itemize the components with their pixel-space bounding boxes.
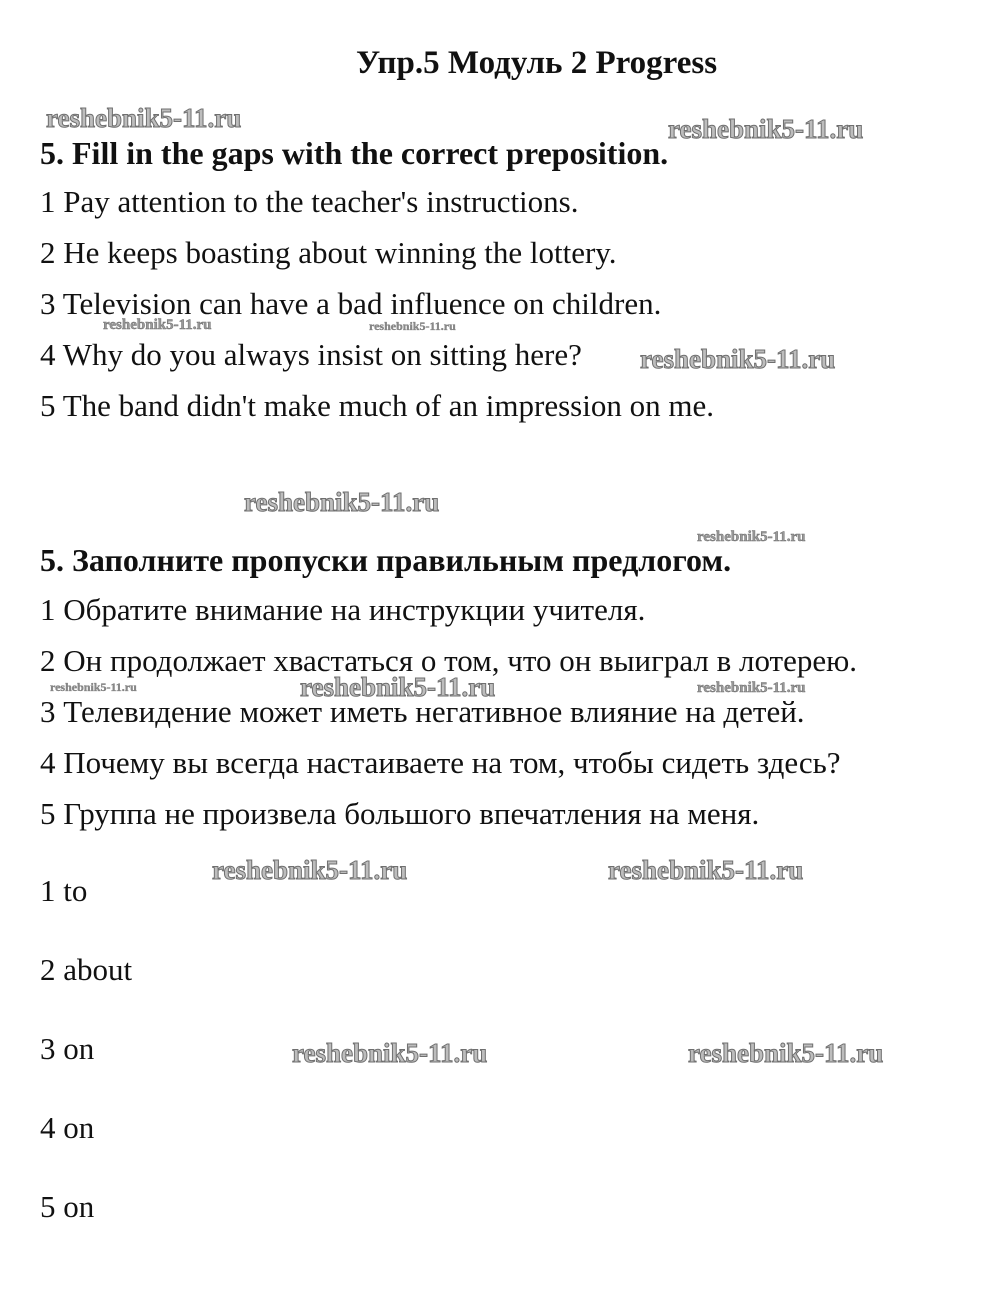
watermark: reshebnik5-11.ru (369, 319, 456, 333)
watermark: reshebnik5-11.ru (50, 680, 137, 694)
page-title: Упр.5 Модуль 2 Progress (356, 45, 718, 81)
answer-item: 5 on (40, 1189, 95, 1224)
watermark: reshebnik5-11.ru (103, 317, 212, 333)
watermark: reshebnik5-11.ru (697, 680, 806, 696)
russian-sentence: 1 Обратите внимание на инструкции учителя. (40, 592, 646, 627)
watermark: reshebnik5-11.ru (697, 529, 806, 545)
english-sentence: 4 Why do you always insist on sitting here? (40, 337, 582, 372)
english-sentence: 5 The band didn't make much of an impression on me. (40, 388, 714, 423)
russian-heading: 5. Заполните пропуски правильным предлогом. (40, 542, 732, 578)
watermark: reshebnik5-11.ru (300, 672, 496, 702)
answer-item: 1 to (40, 873, 88, 908)
english-sentence: 2 He keeps boasting about winning the lottery. (40, 235, 617, 270)
english-sentence: 3 Television can have a bad influence on children. (40, 286, 662, 321)
watermark: reshebnik5-11.ru (640, 344, 836, 374)
watermark: reshebnik5-11.ru (292, 1038, 488, 1068)
russian-sentence: 3 Телевидение может иметь негативное влияние на детей. (40, 694, 805, 729)
watermark: reshebnik5-11.ru (688, 1038, 884, 1068)
russian-sentence: 2 Он продолжает хвастаться о том, что он выиграл в лотерею. (40, 643, 858, 678)
watermark: reshebnik5-11.ru (608, 855, 804, 885)
answer-item: 4 on (40, 1110, 95, 1145)
russian-sentence: 5 Группа не произвела большого впечатления на меня. (40, 796, 760, 831)
english-heading: 5. Fill in the gaps with the correct preposition. (40, 135, 669, 171)
watermark: reshebnik5-11.ru (244, 487, 440, 517)
answer-item: 3 on (40, 1031, 95, 1066)
russian-sentence: 4 Почему вы всегда настаиваете на том, чтобы сидеть здесь? (40, 745, 841, 780)
answer-item: 2 about (40, 952, 133, 987)
english-sentence: 1 Pay attention to the teacher's instructions. (40, 184, 579, 219)
watermark: reshebnik5-11.ru (212, 855, 408, 885)
watermark: reshebnik5-11.ru (668, 114, 864, 144)
watermark: reshebnik5-11.ru (46, 103, 242, 133)
